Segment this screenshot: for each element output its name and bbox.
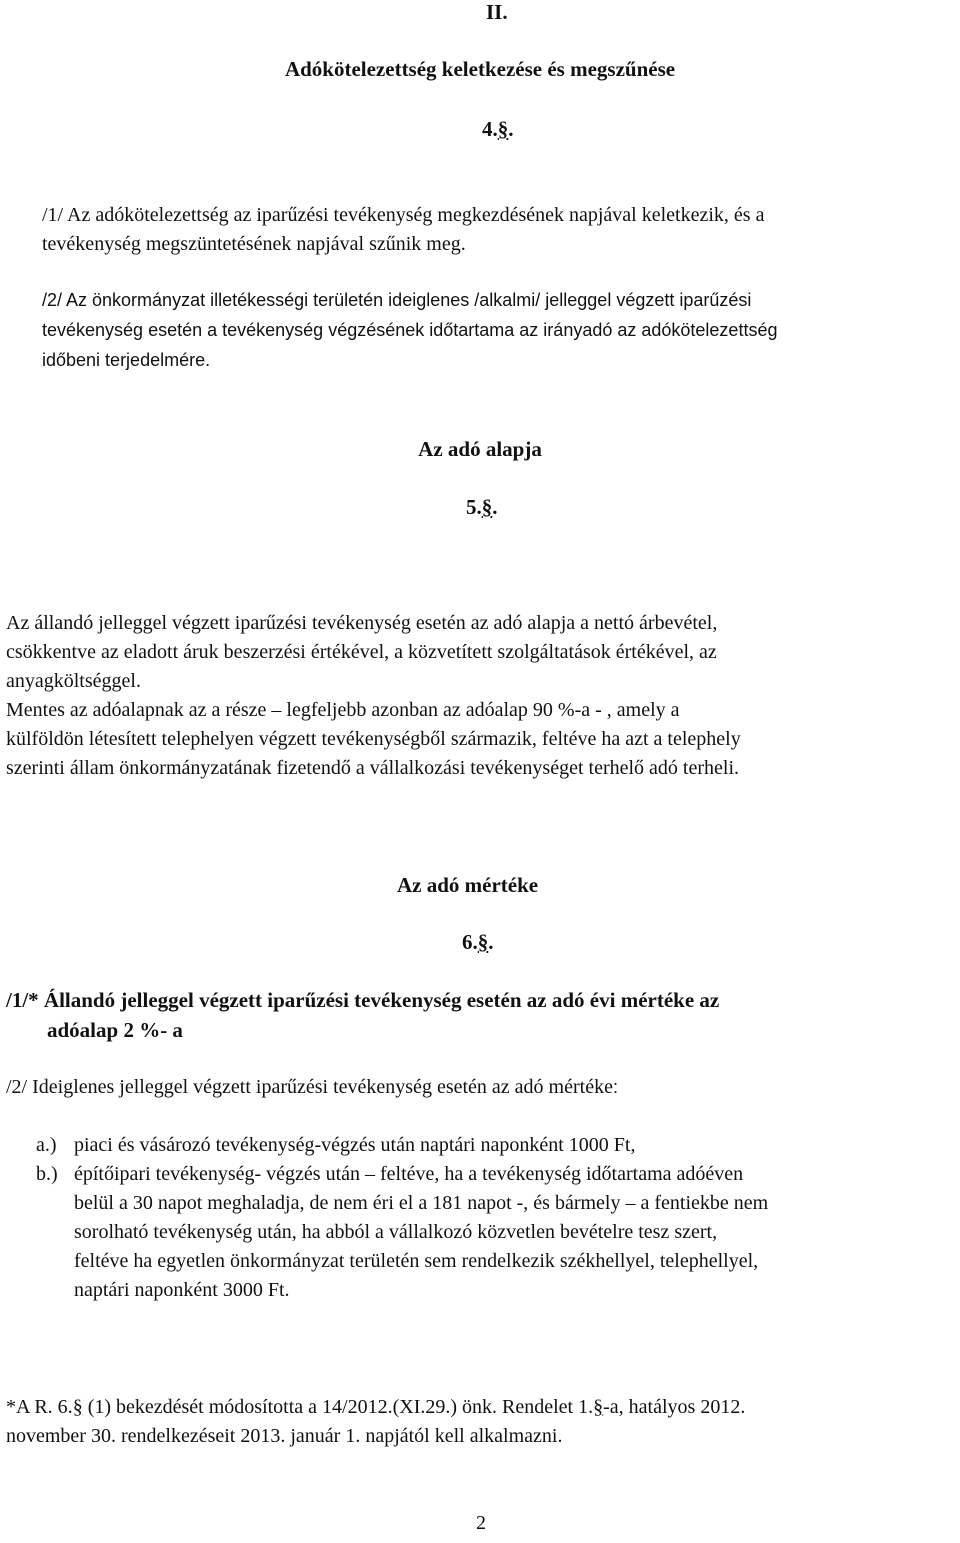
paragraph-number: 5.§. (466, 495, 498, 519)
paragraph-line: csökkentve az eladott áruk beszerzési értékével, a közvetített szolgáltatások értékével, az (6, 641, 717, 663)
paragraph-line: tevékenység esetén a tevékenység végzésének időtartama az irányadó az adókötelezettség (42, 320, 778, 340)
list-item: belül a 30 napot meghaladja, de nem éri el a 181 napot -, és bármely – a fentiekbe nem (74, 1192, 769, 1214)
amendment-line: adóalap 2 %- a (47, 1018, 183, 1042)
list-item: naptári naponként 3000 Ft. (74, 1279, 290, 1301)
paragraph-line: anyagköltséggel. (6, 670, 141, 692)
list-item: építőipari tevékenység- végzés után – feltéve, ha a tevékenység időtartama adóéven (74, 1163, 744, 1185)
amendment-line: /1/* Állandó jelleggel végzett iparűzési tevékenység esetén az adó évi mértéke az (6, 988, 720, 1012)
list-label: b.) (36, 1163, 58, 1185)
paragraph-line: /2/ Ideiglenes jelleggel végzett iparűzési tevékenység esetén az adó mértéke: (6, 1076, 618, 1098)
paragraph-number: 4.§. (482, 117, 514, 141)
paragraph-line: tevékenység megszüntetésének napjával szűnik meg. (42, 233, 466, 255)
paragraph-line: külföldön létesített telephelyen végzett tevékenységből származik, feltéve ha azt a telephely (6, 728, 741, 750)
paragraph-number: 6.§. (462, 930, 494, 954)
paragraph-line: /2/ Az önkormányzat illetékességi területén ideiglenes /alkalmi/ jelleggel végzett iparűzési (42, 290, 752, 310)
paragraph-line: időbeni terjedelmére. (42, 350, 211, 370)
section-heading: Az adó mértéke (397, 873, 539, 897)
list-item: feltéve ha egyetlen önkormányzat területén sem rendelkezik székhellyel, telephellyel, (74, 1250, 759, 1272)
list-item: sorolható tevékenység után, ha abból a vállalkozó közvetlen bevételre tesz szert, (74, 1221, 718, 1243)
paragraph-line: szerinti állam önkormányzatának fizetendő a vállalkozási tevékenységet terhelő adó terheli. (6, 757, 740, 779)
paragraph-line: Mentes az adóalapnak az a része – legfeljebb azonban az adóalap 90 %-a - , amely a (6, 699, 680, 721)
page-number: 2 (476, 1512, 486, 1534)
section-heading: Adókötelezettség keletkezése és megszűnése (284, 57, 676, 81)
paragraph-line: /1/ Az adókötelezettség az iparűzési tevékenység megkezdésének napjával keletkezik, és a (42, 204, 765, 226)
section-heading: Az adó alapja (418, 437, 542, 461)
list-label: a.) (36, 1134, 57, 1156)
footnote-line: *A R. 6.§ (1) bekezdését módosította a 14/2012.(XI.29.) önk. Rendelet 1.§-a, hatályos 2012. (6, 1396, 746, 1418)
chapter-number: II. (486, 0, 508, 24)
footnote-line: november 30. rendelkezéseit 2013. január 1. napjától kell alkalmazni. (6, 1425, 563, 1447)
paragraph-line: Az állandó jelleggel végzett iparűzési tevékenység esetén az adó alapja a nettó árbevétel, (6, 612, 718, 634)
list-item: piaci és vásározó tevékenység-végzés után naptári naponként 1000 Ft, (74, 1134, 636, 1156)
